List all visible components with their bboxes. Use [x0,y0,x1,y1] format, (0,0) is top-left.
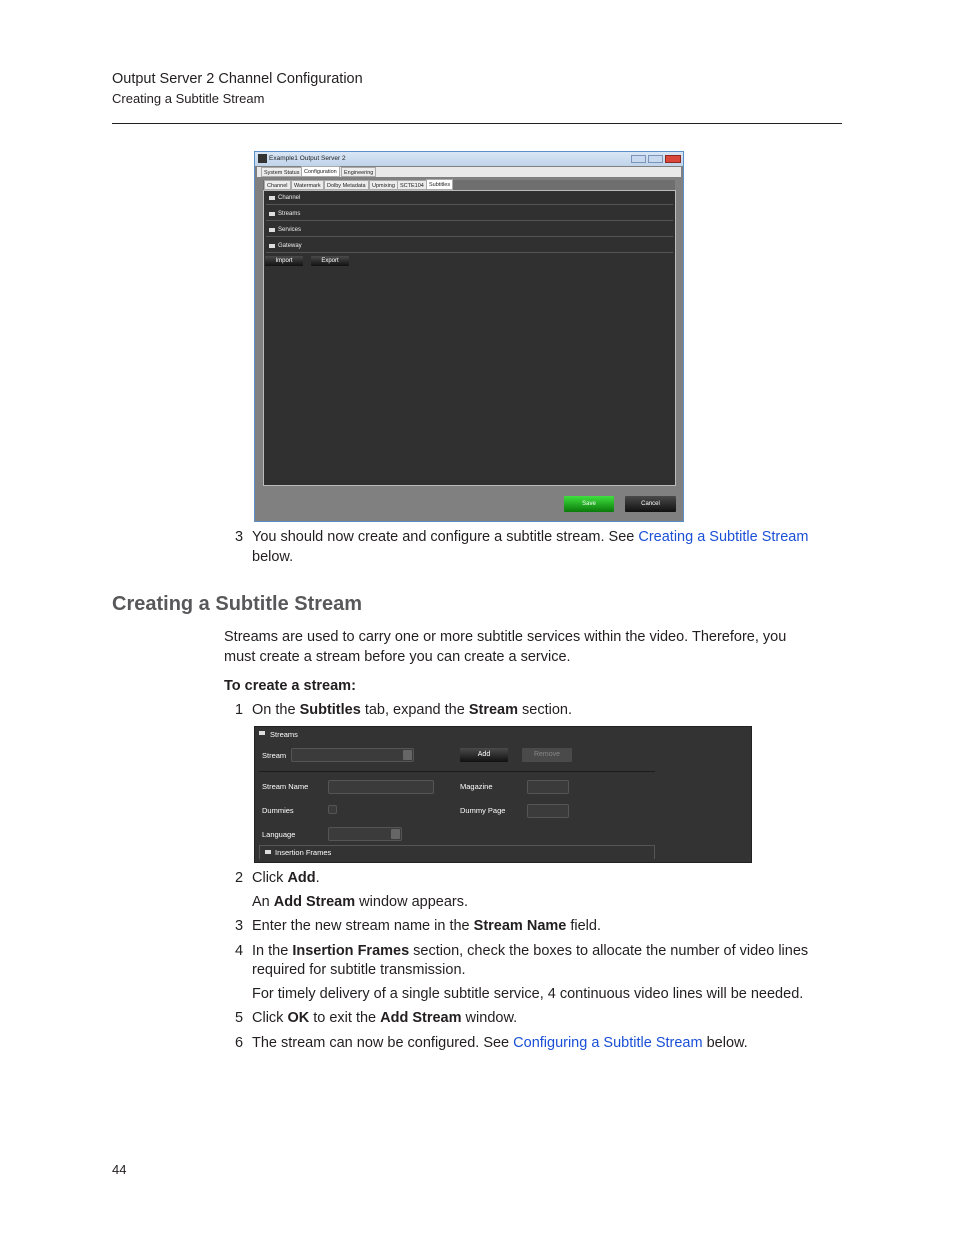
stream-label: Stream [262,751,287,760]
t: . [315,870,320,886]
streams-section-title: Streams [270,730,298,739]
main-tab-bar [257,167,681,177]
window-title: Example1 Output Server 2 [269,155,346,162]
t: Subtitles [299,702,361,718]
section-services[interactable] [266,224,673,237]
t: An [252,894,274,910]
running-header-chapter: Output Server 2 Channel Configuration [112,71,363,87]
language-dropdown[interactable] [328,827,402,841]
close-button[interactable] [665,155,681,163]
tab-configuration[interactable]: Configuration [301,166,340,177]
t: Click [252,870,288,886]
section-streams[interactable] [266,208,673,221]
t: The stream can now be configured. See [252,1035,514,1051]
page-number: 44 [112,1162,127,1177]
t: field. [566,918,602,934]
language-label: Language [262,830,296,839]
step-number: 3 [235,529,244,545]
maximize-button[interactable] [648,155,663,163]
streams-section-screenshot [254,726,752,863]
app-icon [258,154,267,163]
dummy-page-input[interactable] [527,804,569,818]
import-button[interactable]: Import [265,256,303,266]
tab-dolby-metadata[interactable]: Dolby Metadata [324,180,369,190]
t: Click [252,1010,288,1026]
t: Enter the new stream name in the [252,918,474,934]
app-window-screenshot [254,151,684,522]
t: On the [252,702,300,718]
section-label: Services [278,227,302,233]
expand-arrow-icon [265,850,271,854]
tab-subtitles[interactable]: Subtitles [426,179,453,190]
section-channel[interactable] [266,192,673,205]
t: OK [287,1010,310,1026]
section-label: Streams [278,211,301,217]
t: section, check the boxes to allocate the number of video lines [409,943,809,959]
remove-button[interactable]: Remove [522,748,572,762]
step-number: 2 [235,870,244,886]
t: Stream Name [473,918,567,934]
magazine-input[interactable] [527,780,569,794]
step-text-continued: below. [252,549,294,565]
running-header-section: Creating a Subtitle Stream [112,91,265,106]
magazine-label: Magazine [460,782,493,791]
tab-watermark[interactable]: Watermark [291,180,324,190]
procedure-title: To create a stream: [224,678,356,694]
export-button[interactable]: Export [311,256,349,266]
save-button[interactable]: Save [564,496,614,512]
subtitles-panel [263,190,676,486]
t: window appears. [355,894,468,910]
chevron-down-icon [403,750,412,760]
tab-upmixing[interactable]: Upmixing [369,180,398,190]
divider [259,771,655,772]
t: Add [287,870,316,886]
stream-name-label: Stream Name [262,782,309,791]
collapse-arrow-icon[interactable] [259,731,265,735]
stream-dropdown[interactable] [291,748,414,762]
tab-engineering[interactable]: Engineering [341,167,376,177]
tab-scte104[interactable]: SCTE104 [397,180,427,190]
configuring-subtitle-stream-link[interactable]: Configuring a Subtitle Stream [513,1035,703,1051]
section-heading: Creating a Subtitle Stream [112,593,363,615]
t: below. [702,1035,748,1051]
dummy-page-label: Dummy Page [460,806,506,815]
insertion-frames-label: Insertion Frames [275,848,332,857]
insertion-frames-section[interactable] [259,845,655,859]
add-button[interactable]: Add [460,748,508,762]
expand-arrow-icon [269,228,275,232]
step-text-part: You should now create and configure a subtitle stream. See [252,529,639,545]
chevron-down-icon [391,829,400,839]
step-text [252,1009,517,1028]
t: to exit the [309,1010,381,1026]
step-text [252,701,572,720]
step-text [252,528,808,547]
t: Add Stream [273,894,356,910]
cancel-button[interactable]: Cancel [625,496,676,512]
minimize-button[interactable] [631,155,646,163]
t: Insertion Frames [292,943,410,959]
sub-tab-bar [263,180,675,190]
header-rule [112,123,842,124]
step-text [252,942,808,961]
section-label: Gateway [278,243,302,249]
expand-arrow-icon [269,212,275,216]
expand-arrow-icon [269,196,275,200]
step-text-continued: required for subtitle transmission. [252,962,466,978]
step-number: 5 [235,1010,244,1026]
intro-line: Streams are used to carry one or more subtitle services within the video. Therefore, you [224,629,787,645]
section-label: Channel [278,195,301,201]
dummies-checkbox[interactable] [328,805,337,814]
t: In the [252,943,293,959]
step-text [252,917,601,936]
intro-line: must create a stream before you can create a service. [224,649,571,665]
step-text [252,1034,748,1053]
step-note [252,893,468,912]
t: section. [518,702,572,718]
t: tab, expand the [360,702,469,718]
step-text [252,869,320,888]
expand-arrow-icon [269,244,275,248]
step-number: 4 [235,943,244,959]
step-number: 1 [235,702,244,718]
section-gateway[interactable] [266,240,673,253]
stream-name-input[interactable] [328,780,434,794]
creating-subtitle-stream-link[interactable]: Creating a Subtitle Stream [638,529,809,545]
tab-channel[interactable]: Channel [264,180,291,190]
step-note: For timely delivery of a single subtitle service, 4 continuous video lines will be needed. [252,986,804,1002]
t: window. [461,1010,518,1026]
tab-system-status[interactable]: System Status [261,167,302,177]
step-number: 6 [235,1035,244,1051]
dummies-label: Dummies [262,806,294,815]
t: Stream [468,702,518,718]
window-title-bar [255,152,683,166]
step-number: 3 [235,918,244,934]
t: Add Stream [380,1010,462,1026]
